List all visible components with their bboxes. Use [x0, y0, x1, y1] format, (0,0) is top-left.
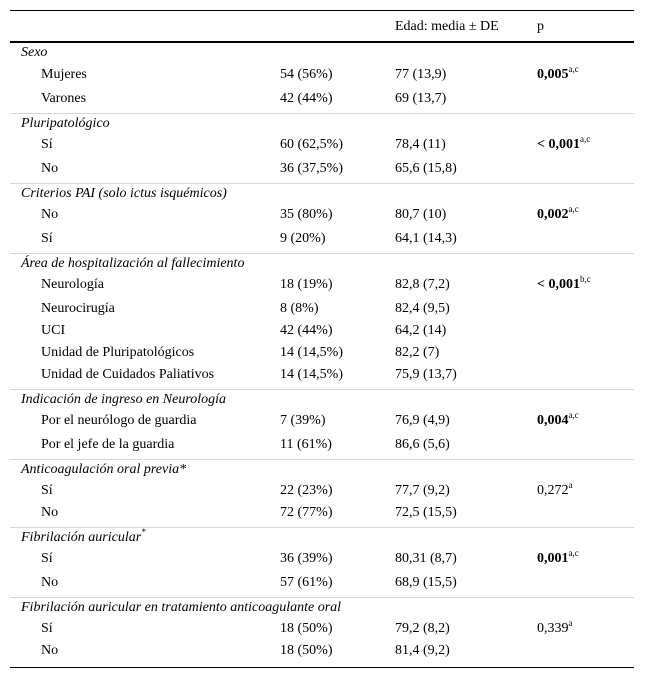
row-label	[41, 573, 58, 593]
section-label	[21, 184, 227, 204]
row-label	[41, 159, 58, 179]
p-footnote-mark: a,c	[568, 204, 579, 214]
row-label	[41, 65, 87, 85]
row-label	[41, 641, 58, 661]
label-text: Sí	[41, 483, 53, 498]
age-cell: 65,6 (15,8)	[395, 161, 457, 176]
table-row	[10, 321, 634, 341]
count-cell: 35 (80%)	[280, 207, 333, 222]
p-footnote-mark: b,c	[579, 274, 591, 284]
table-row	[10, 435, 634, 455]
section-row	[10, 43, 634, 63]
p-value: 0,339	[537, 621, 569, 636]
table-row	[10, 275, 634, 295]
row-label	[41, 481, 53, 501]
row-label	[41, 275, 104, 295]
section-row	[10, 527, 634, 548]
section-label	[21, 254, 244, 274]
label-text: Unidad de Pluripatológicos	[41, 345, 195, 360]
p-footnote-mark: a,c	[568, 64, 579, 74]
p-value-cell	[537, 549, 579, 569]
age-cell: 86,6 (5,6)	[395, 437, 450, 452]
table-row	[10, 641, 634, 661]
table-top-rule	[10, 10, 634, 11]
section-row	[10, 253, 634, 274]
row-label	[41, 299, 115, 319]
p-footnote-mark: a,c	[568, 410, 579, 420]
age-cell: 72,5 (15,5)	[395, 505, 457, 520]
count-cell: 57 (61%)	[280, 575, 333, 590]
count-cell: 42 (44%)	[280, 91, 333, 106]
section-label	[21, 460, 186, 480]
age-cell: 82,4 (9,5)	[395, 301, 450, 316]
label-text: Mujeres	[41, 67, 87, 82]
p-value: 0,272	[537, 483, 569, 498]
row-label	[41, 229, 53, 249]
label-text: Sí	[41, 551, 53, 566]
label-text: UCI	[41, 323, 66, 338]
count-cell: 42 (44%)	[280, 323, 333, 338]
table-row	[10, 411, 634, 431]
row-label	[41, 503, 58, 523]
table-row	[10, 619, 634, 639]
age-cell: 64,1 (14,3)	[395, 231, 457, 246]
label-text: No	[41, 161, 59, 176]
count-cell: 14 (14,5%)	[280, 345, 343, 360]
age-cell: 75,9 (13,7)	[395, 367, 457, 382]
count-cell: 7 (39%)	[280, 413, 326, 428]
label-text: No	[41, 207, 59, 222]
table-row	[10, 159, 634, 179]
table-row	[10, 205, 634, 225]
row-label	[41, 435, 174, 455]
table-row	[10, 365, 634, 385]
label-footnote-mark: *	[141, 527, 146, 537]
label-text: Neurocirugía	[41, 301, 115, 316]
label-text: Fibrilación auricular en tratamiento anticoagulante oral	[21, 600, 342, 615]
label-text: Anticoagulación oral previa*	[21, 462, 187, 477]
table-row	[10, 89, 634, 109]
row-label	[41, 411, 197, 431]
section-row	[10, 459, 634, 480]
section-row	[10, 183, 634, 204]
age-cell: 80,31 (8,7)	[395, 551, 457, 566]
count-cell: 8 (8%)	[280, 301, 319, 316]
p-value-cell	[537, 65, 579, 85]
p-value-cell	[537, 411, 579, 431]
count-cell: 18 (19%)	[280, 277, 333, 292]
table-row	[10, 481, 634, 501]
label-text: Varones	[41, 91, 87, 106]
label-text: Unidad de Cuidados Paliativos	[41, 367, 215, 382]
header-p: p	[537, 19, 544, 34]
row-label	[41, 321, 65, 341]
p-value: 0,002	[537, 207, 569, 222]
count-cell: 22 (23%)	[280, 483, 333, 498]
count-cell: 72 (77%)	[280, 505, 333, 520]
p-value: 0,005	[537, 67, 569, 82]
table-row	[10, 573, 634, 593]
count-cell: 36 (39%)	[280, 551, 333, 566]
p-value-cell	[537, 275, 591, 295]
label-text: No	[41, 505, 59, 520]
label-text: Por el neurólogo de guardia	[41, 413, 197, 428]
section-row	[10, 113, 634, 134]
table-row	[10, 299, 634, 319]
count-cell: 18 (50%)	[280, 643, 333, 658]
label-text: Sí	[41, 621, 53, 636]
p-value-cell	[537, 619, 573, 639]
section-row	[10, 597, 634, 618]
count-cell: 54 (56%)	[280, 67, 333, 82]
age-cell: 82,2 (7)	[395, 345, 440, 360]
label-text: Pluripatológico	[21, 116, 110, 131]
table-row	[10, 549, 634, 569]
p-footnote-mark: a	[568, 480, 573, 490]
row-label	[41, 343, 194, 363]
age-cell: 82,8 (7,2)	[395, 277, 450, 292]
age-cell: 69 (13,7)	[395, 91, 447, 106]
label-text: Fibrilación auricular	[21, 530, 142, 545]
p-value: < 0,001	[537, 277, 580, 292]
row-label	[41, 365, 214, 385]
p-footnote-mark: a	[568, 618, 573, 628]
label-text: Sí	[41, 231, 53, 246]
label-text: Por el jefe de la guardia	[41, 437, 175, 452]
label-text: Sexo	[21, 45, 48, 60]
age-cell: 79,2 (8,2)	[395, 621, 450, 636]
table-row	[10, 343, 634, 363]
table-bottom-rule	[10, 667, 634, 668]
count-cell: 18 (50%)	[280, 621, 333, 636]
section-label	[21, 598, 341, 618]
label-text: Sí	[41, 137, 53, 152]
table-row	[10, 135, 634, 155]
p-value: 0,001	[537, 551, 569, 566]
label-text: Neurología	[41, 277, 104, 292]
p-value: < 0,001	[537, 137, 580, 152]
count-cell: 36 (37,5%)	[280, 161, 343, 176]
label-text: Criterios PAI (solo ictus isquémicos)	[21, 186, 227, 201]
label-text: No	[41, 575, 59, 590]
count-cell: 14 (14,5%)	[280, 367, 343, 382]
p-value-cell	[537, 481, 573, 501]
label-text: No	[41, 643, 59, 658]
p-value-cell	[537, 135, 590, 155]
age-cell: 76,9 (4,9)	[395, 413, 450, 428]
label-text: Área de hospitalización al fallecimiento	[21, 256, 245, 271]
p-value-cell	[537, 205, 579, 225]
section-row	[10, 389, 634, 410]
label-text: Indicación de ingreso en Neurología	[21, 392, 227, 407]
p-footnote-mark: a,c	[568, 548, 579, 558]
section-label	[21, 390, 226, 410]
p-value: 0,004	[537, 413, 569, 428]
row-label	[41, 549, 53, 569]
age-cell: 78,4 (11)	[395, 137, 446, 152]
row-label	[41, 619, 53, 639]
count-cell: 9 (20%)	[280, 231, 326, 246]
age-cell: 80,7 (10)	[395, 207, 447, 222]
section-label	[21, 43, 47, 63]
row-label	[41, 89, 86, 109]
age-cell: 77 (13,9)	[395, 67, 447, 82]
count-cell: 11 (61%)	[280, 437, 332, 452]
section-label	[21, 528, 146, 548]
age-cell: 77,7 (9,2)	[395, 483, 450, 498]
p-footnote-mark: a,c	[579, 134, 591, 144]
row-label	[41, 205, 58, 225]
table-row	[10, 65, 634, 85]
count-cell: 60 (62,5%)	[280, 137, 343, 152]
age-cell: 64,2 (14)	[395, 323, 447, 338]
header-age: Edad: media ± DE	[395, 19, 499, 34]
age-cell: 68,9 (15,5)	[395, 575, 457, 590]
age-cell: 81,4 (9,2)	[395, 643, 450, 658]
table-row	[10, 503, 634, 523]
table-row	[10, 229, 634, 249]
section-label	[21, 114, 110, 134]
row-label	[41, 135, 53, 155]
